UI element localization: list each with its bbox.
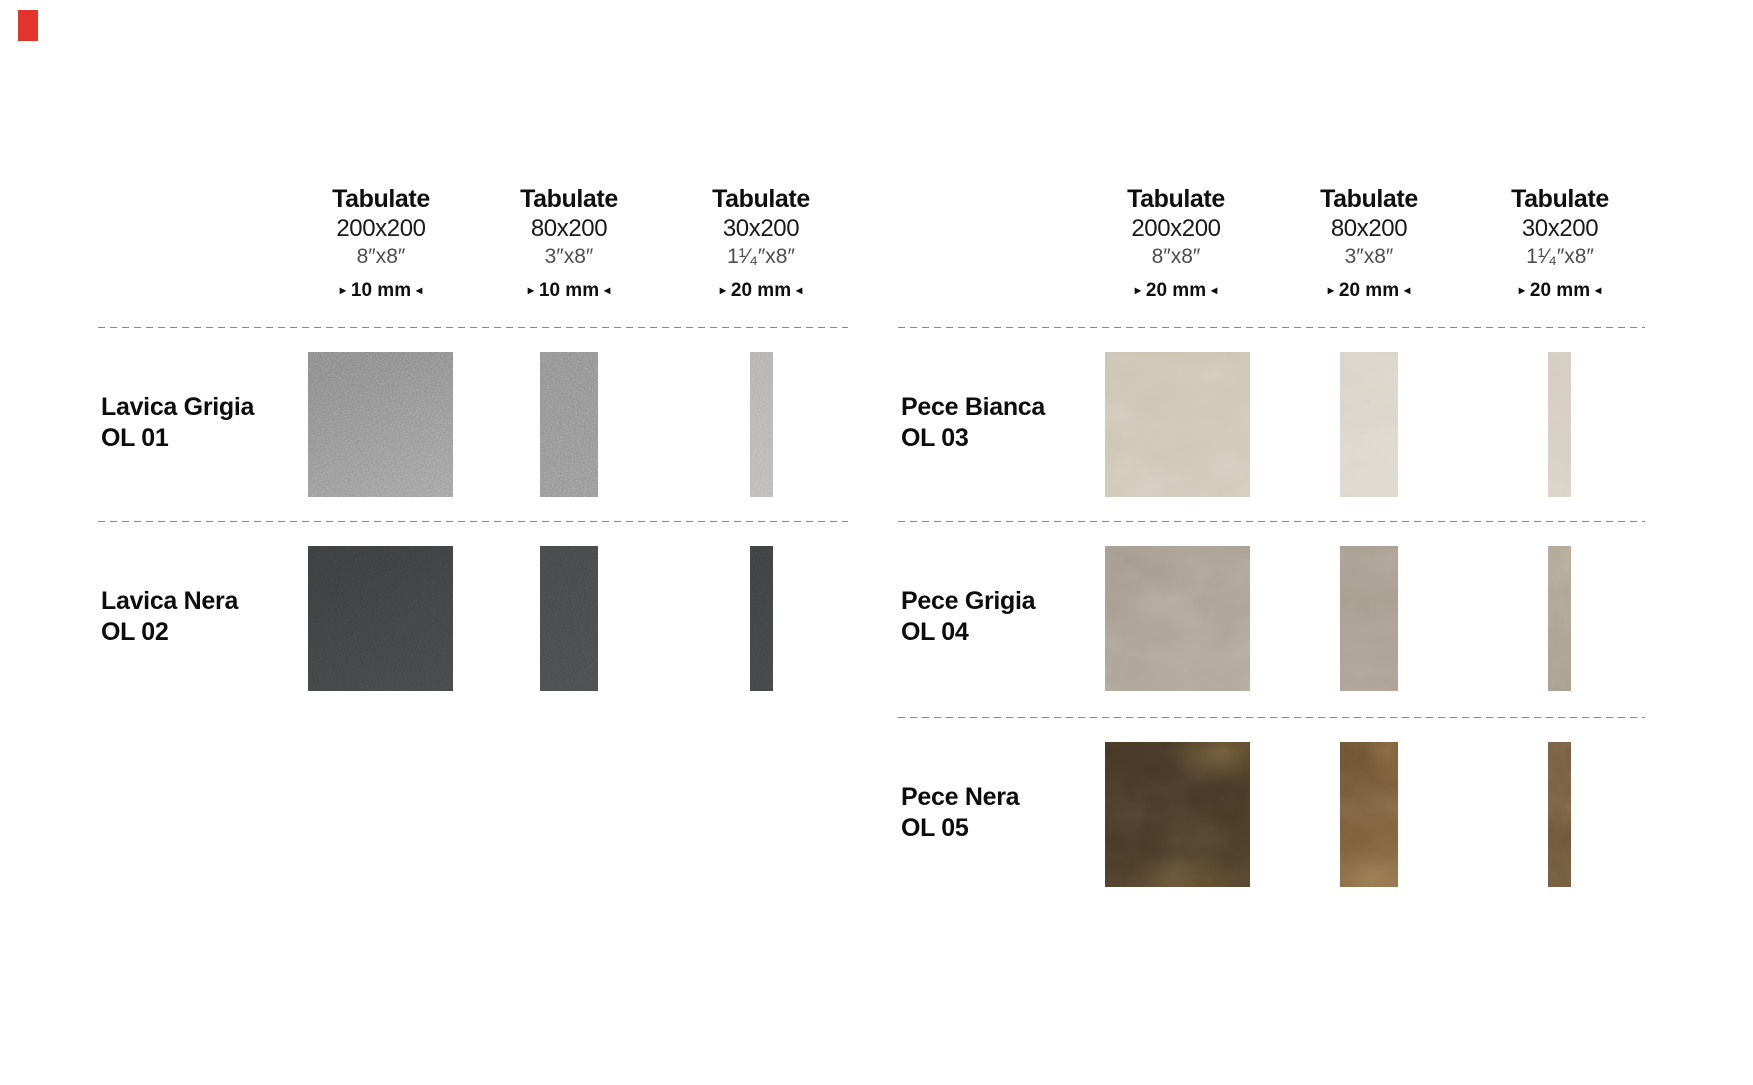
product-name: Lavica Grigia bbox=[101, 393, 255, 421]
size-inches: 3″x8″ bbox=[1344, 245, 1394, 268]
thickness-line bbox=[474, 280, 664, 303]
tile-swatch-pece-bianca-80x200 bbox=[1340, 352, 1398, 497]
tile-swatch-pece-bianca-30x200 bbox=[1548, 352, 1571, 497]
pointer-right-icon: ▸ bbox=[1134, 283, 1141, 297]
thickness-value: 20 mm bbox=[1529, 280, 1591, 301]
size-cm: 200x200 bbox=[1131, 215, 1221, 242]
column-header-200x200 bbox=[1081, 185, 1271, 303]
product-code: OL 02 bbox=[101, 618, 169, 646]
column-header-30x200 bbox=[1465, 185, 1655, 303]
tile-swatch-pece-grigia-30x200 bbox=[1548, 546, 1571, 691]
tile-swatch-pece-nera-200x200 bbox=[1105, 742, 1250, 887]
thickness-line bbox=[666, 280, 856, 303]
dashed-separator bbox=[98, 521, 848, 522]
product-label-pece-grigia bbox=[901, 586, 1035, 648]
series-name: Tabulate bbox=[1127, 185, 1225, 213]
size-cm: 30x200 bbox=[722, 215, 800, 242]
dashed-separator bbox=[898, 327, 1645, 328]
dashed-separator bbox=[98, 327, 848, 328]
red-corner-mark bbox=[18, 10, 38, 41]
thickness-value: 20 mm bbox=[1145, 280, 1207, 301]
pointer-left-icon: ◂ bbox=[416, 283, 423, 297]
dashed-separator bbox=[898, 717, 1645, 718]
tile-swatch-lavica-nera-30x200 bbox=[750, 546, 773, 691]
product-name: Lavica Nera bbox=[101, 587, 239, 615]
product-name: Pece Grigia bbox=[901, 587, 1036, 615]
pece-section bbox=[898, 0, 1645, 1085]
lavica-section bbox=[98, 0, 848, 1085]
thickness-line bbox=[1465, 280, 1655, 303]
pointer-left-icon: ◂ bbox=[604, 283, 611, 297]
series-name: Tabulate bbox=[1511, 185, 1609, 213]
thickness-line bbox=[286, 280, 476, 303]
thickness-value: 20 mm bbox=[1338, 280, 1400, 301]
tile-swatch-lavica-grigia-80x200 bbox=[540, 352, 598, 497]
tile-swatch-pece-nera-30x200 bbox=[1548, 742, 1571, 887]
tile-swatch-pece-grigia-200x200 bbox=[1105, 546, 1250, 691]
product-name: Pece Bianca bbox=[901, 393, 1046, 421]
size-inches: 8″x8″ bbox=[1151, 245, 1201, 268]
product-name: Pece Nera bbox=[901, 783, 1020, 811]
tile-swatch-pece-grigia-80x200 bbox=[1340, 546, 1398, 691]
series-name: Tabulate bbox=[520, 185, 618, 213]
size-inches: 3″x8″ bbox=[544, 245, 594, 268]
thickness-line bbox=[1081, 280, 1271, 303]
thickness-line bbox=[1274, 280, 1464, 303]
product-label-lavica-nera bbox=[101, 586, 238, 648]
pointer-right-icon: ▸ bbox=[719, 283, 726, 297]
pointer-right-icon: ▸ bbox=[339, 283, 346, 297]
tile-swatch-lavica-grigia-200x200 bbox=[308, 352, 453, 497]
tile-swatch-lavica-grigia-30x200 bbox=[750, 352, 773, 497]
product-label-pece-bianca bbox=[901, 392, 1045, 454]
dashed-separator bbox=[898, 521, 1645, 522]
tile-swatch-pece-nera-80x200 bbox=[1340, 742, 1398, 887]
pointer-right-icon: ▸ bbox=[1518, 283, 1525, 297]
column-header-200x200 bbox=[286, 185, 476, 303]
size-cm: 80x200 bbox=[530, 215, 608, 242]
size-inches: 1¹⁄₄″x8″ bbox=[727, 245, 795, 268]
size-inches: 8″x8″ bbox=[356, 245, 406, 268]
tile-swatch-lavica-nera-200x200 bbox=[308, 546, 453, 691]
pointer-left-icon: ◂ bbox=[796, 283, 803, 297]
column-header-80x200 bbox=[474, 185, 664, 303]
size-cm: 30x200 bbox=[1521, 215, 1599, 242]
column-header-30x200 bbox=[666, 185, 856, 303]
series-name: Tabulate bbox=[712, 185, 810, 213]
tile-swatch-pece-bianca-200x200 bbox=[1105, 352, 1250, 497]
thickness-value: 10 mm bbox=[350, 280, 412, 301]
product-label-pece-nera bbox=[901, 782, 1019, 844]
size-inches: 1¹⁄₄″x8″ bbox=[1526, 245, 1594, 268]
pointer-left-icon: ◂ bbox=[1595, 283, 1602, 297]
product-code: OL 03 bbox=[901, 424, 969, 452]
size-cm: 80x200 bbox=[1330, 215, 1408, 242]
size-cm: 200x200 bbox=[336, 215, 426, 242]
pointer-right-icon: ▸ bbox=[1327, 283, 1334, 297]
tile-swatch-lavica-nera-80x200 bbox=[540, 546, 598, 691]
series-name: Tabulate bbox=[1320, 185, 1418, 213]
series-name: Tabulate bbox=[332, 185, 430, 213]
column-header-80x200 bbox=[1274, 185, 1464, 303]
pointer-left-icon: ◂ bbox=[1211, 283, 1218, 297]
thickness-value: 10 mm bbox=[538, 280, 600, 301]
product-code: OL 01 bbox=[101, 424, 169, 452]
pointer-right-icon: ▸ bbox=[527, 283, 534, 297]
product-code: OL 04 bbox=[901, 618, 969, 646]
product-label-lavica-grigia bbox=[101, 392, 254, 454]
product-code: OL 05 bbox=[901, 814, 969, 842]
thickness-value: 20 mm bbox=[730, 280, 792, 301]
pointer-left-icon: ◂ bbox=[1404, 283, 1411, 297]
